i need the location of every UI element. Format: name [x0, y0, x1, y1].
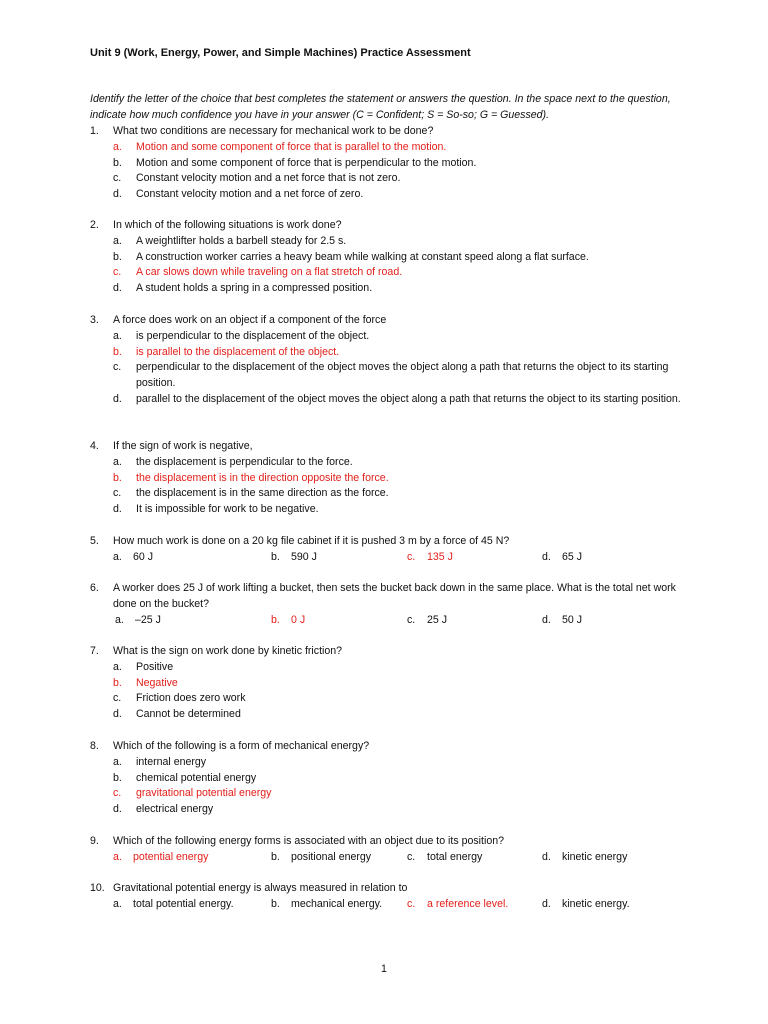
option-letter: a.	[113, 140, 122, 153]
option-d	[542, 850, 627, 866]
option-c-answer	[407, 550, 453, 566]
options-row	[113, 550, 690, 566]
option-letter: a.	[113, 897, 122, 910]
option-text: A weightlifter holds a barbell steady for 2.5 s.	[136, 234, 347, 247]
option-letter: c.	[407, 850, 416, 863]
option-d	[113, 281, 690, 297]
option-text: Cannot be determined	[136, 708, 241, 721]
option-letter: d.	[542, 550, 551, 563]
option-letter: c.	[113, 487, 122, 500]
question-7	[90, 644, 690, 723]
option-letter: d.	[113, 188, 122, 201]
option-letter: b.	[113, 345, 122, 358]
option-d	[113, 707, 690, 723]
option-text: 65 J	[562, 550, 583, 563]
option-letter: a.	[113, 660, 122, 673]
option-b-answer	[113, 676, 690, 692]
option-text: total energy	[427, 850, 483, 863]
option-text: the displacement is perpendicular to the force.	[136, 455, 353, 468]
options-row	[113, 850, 690, 866]
option-letter: a.	[113, 550, 122, 563]
option-c	[113, 171, 690, 187]
option-letter: a.	[113, 850, 122, 863]
option-c	[407, 850, 482, 866]
option-letter: d.	[113, 503, 122, 516]
option-text: A construction worker carries a heavy beam while walking at constant speed along a flat surface.	[136, 250, 589, 263]
option-text: 60 J	[133, 550, 154, 563]
options-row	[113, 613, 690, 629]
option-text: is parallel to the displacement of the object.	[136, 345, 340, 358]
option-c	[407, 613, 447, 629]
question-text: Gravitational potential energy is always measured in relation to	[113, 882, 408, 894]
option-letter: c.	[113, 692, 122, 705]
option-text: perpendicular to the displacement of the object moves the object along a path that returns the object to its starting position.	[136, 361, 669, 390]
option-text: It is impossible for work to be negative.	[136, 503, 319, 516]
option-text: mechanical energy.	[291, 897, 383, 910]
option-text: gravitational potential energy	[136, 787, 272, 800]
option-text: chemical potential energy	[136, 771, 257, 784]
option-b	[113, 156, 690, 172]
instructions: Identify the letter of the choice that best completes the statement or answers the question. In the space next to the question, indicate how much confidence you have in your answer (C = Confident; S = So-so; G = Guessed).	[90, 93, 671, 121]
option-b-answer	[271, 613, 305, 629]
option-text: Friction does zero work	[136, 692, 246, 705]
option-c-answer	[407, 897, 508, 913]
option-c	[113, 486, 690, 502]
question-8	[90, 739, 690, 818]
option-text: kinetic energy.	[562, 897, 630, 910]
option-letter: d.	[542, 613, 551, 626]
option-a	[113, 755, 690, 771]
question-number: 1.	[90, 125, 99, 137]
question-text: In which of the following situations is work done?	[113, 219, 342, 231]
option-c-answer	[113, 265, 690, 281]
option-letter: d.	[113, 282, 122, 295]
option-letter: d.	[113, 708, 122, 721]
option-b	[271, 850, 371, 866]
option-a-answer	[113, 850, 208, 866]
option-letter: b.	[113, 471, 122, 484]
option-text: a reference level.	[427, 897, 509, 910]
option-letter: a.	[113, 329, 122, 342]
question-3	[90, 313, 690, 408]
option-b	[113, 250, 690, 266]
option-letter: c.	[407, 613, 416, 626]
option-text: 590 J	[291, 550, 317, 563]
option-d	[113, 187, 690, 203]
question-2	[90, 218, 690, 297]
option-c	[113, 360, 690, 392]
question-text: Which of the following energy forms is associated with an object due to its position?	[113, 835, 504, 847]
option-letter: d.	[542, 850, 551, 863]
option-letter: d.	[113, 392, 122, 405]
option-b-answer	[113, 345, 690, 361]
option-text: Positive	[136, 660, 174, 673]
option-d	[113, 502, 690, 518]
question-9	[90, 834, 690, 866]
option-letter: c.	[113, 361, 122, 374]
option-letter: a.	[115, 613, 124, 626]
question-text: How much work is done on a 20 kg file cabinet if it is pushed 3 m by a force of 45 N?	[113, 535, 510, 547]
option-letter: b.	[271, 550, 280, 563]
page-title: Unit 9 (Work, Energy, Power, and Simple Machines) Practice Assessment	[90, 47, 471, 59]
option-letter: b.	[113, 250, 122, 263]
option-text: parallel to the displacement of the object moves the object along a path that returns the object to its starting position.	[136, 392, 681, 405]
options-row	[113, 897, 690, 913]
option-text: Constant velocity motion and a net force of zero.	[136, 188, 364, 201]
option-text: electrical energy	[136, 803, 214, 816]
option-text: –25 J	[135, 613, 161, 626]
question-number: 9.	[90, 835, 99, 847]
question-10	[90, 881, 690, 913]
option-b	[113, 771, 690, 787]
option-text: Motion and some component of force that is parallel to the motion.	[136, 140, 447, 153]
option-text: A student holds a spring in a compressed position.	[136, 282, 373, 295]
option-a-answer	[113, 140, 690, 156]
question-text: If the sign of work is negative,	[113, 440, 253, 452]
option-text: kinetic energy	[562, 850, 628, 863]
question-number: 8.	[90, 740, 99, 752]
option-text: is perpendicular to the displacement of the object.	[136, 329, 370, 342]
option-letter: a.	[113, 234, 122, 247]
option-a	[113, 234, 690, 250]
option-a	[113, 329, 690, 345]
option-letter: b.	[113, 676, 122, 689]
option-letter: c.	[407, 897, 416, 910]
option-letter: c.	[113, 172, 122, 185]
option-a	[113, 660, 690, 676]
question-number: 6.	[90, 582, 99, 594]
question-text: A force does work on an object if a component of the force	[113, 314, 387, 326]
option-letter: d.	[113, 803, 122, 816]
option-text: potential energy	[133, 850, 209, 863]
option-letter: c.	[113, 787, 122, 800]
question-number: 7.	[90, 645, 99, 657]
option-b	[271, 550, 317, 566]
option-b	[271, 897, 382, 913]
option-d	[542, 897, 630, 913]
question-5	[90, 534, 690, 566]
option-text: Negative	[136, 676, 178, 689]
option-d	[542, 550, 582, 566]
option-text: internal energy	[136, 755, 207, 768]
question-text: Which of the following is a form of mechanical energy?	[113, 740, 370, 752]
option-d	[113, 392, 690, 408]
option-text: Motion and some component of force that is perpendicular to the motion.	[136, 156, 477, 169]
option-text: positional energy	[291, 850, 372, 863]
question-number: 5.	[90, 535, 99, 547]
option-a	[113, 897, 234, 913]
option-text: the displacement is in the direction opposite the force.	[136, 471, 389, 484]
option-letter: d.	[542, 897, 551, 910]
option-letter: a.	[113, 755, 122, 768]
question-text: What is the sign on work done by kinetic friction?	[113, 645, 343, 657]
option-b-answer	[113, 471, 690, 487]
option-d	[542, 613, 582, 629]
question-text: A worker does 25 J of work lifting a bucket, then sets the bucket back down in the same place. What is the total net work done on the bucket?	[113, 582, 676, 610]
option-letter: b.	[271, 897, 280, 910]
option-c	[113, 691, 690, 707]
option-letter: b.	[271, 613, 280, 626]
option-c-answer	[113, 786, 690, 802]
option-text: 135 J	[427, 550, 453, 563]
option-letter: c.	[407, 550, 416, 563]
question-number: 3.	[90, 314, 99, 326]
option-a	[113, 550, 153, 566]
option-text: 0 J	[291, 613, 306, 626]
question-number: 2.	[90, 219, 99, 231]
option-letter: b.	[271, 850, 280, 863]
option-text: 50 J	[562, 613, 583, 626]
question-1	[90, 124, 690, 203]
option-letter: c.	[113, 266, 122, 279]
option-d	[113, 802, 690, 818]
page-number: 1	[381, 963, 387, 975]
question-6	[90, 581, 690, 629]
question-4	[90, 439, 690, 518]
option-text: the displacement is in the same direction as the force.	[136, 487, 389, 500]
option-text: total potential energy.	[133, 897, 234, 910]
option-a	[115, 613, 161, 629]
option-letter: b.	[113, 771, 122, 784]
option-a	[113, 455, 690, 471]
option-text: 25 J	[427, 613, 448, 626]
option-letter: a.	[113, 455, 122, 468]
question-number: 10.	[90, 882, 105, 894]
option-text: Constant velocity motion and a net force that is not zero.	[136, 172, 401, 185]
option-letter: b.	[113, 156, 122, 169]
option-text: A car slows down while traveling on a flat stretch of road.	[136, 266, 403, 279]
question-number: 4.	[90, 440, 99, 452]
question-text: What two conditions are necessary for mechanical work to be done?	[113, 125, 434, 137]
